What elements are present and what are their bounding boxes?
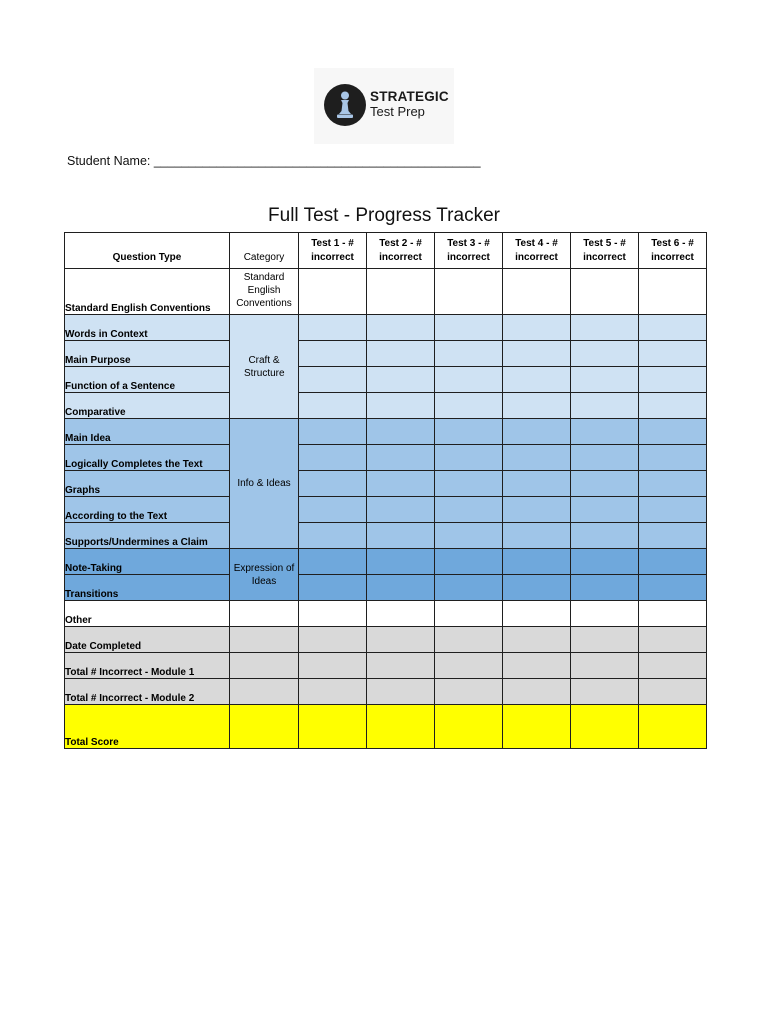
score-cell[interactable]: [299, 315, 367, 341]
total-score-cell[interactable]: [367, 705, 435, 749]
page-title: Full Test - Progress Tracker: [268, 205, 500, 226]
header-question-type: Question Type: [65, 233, 230, 269]
score-cell[interactable]: [435, 679, 503, 705]
category-standard-english: Standard English Conventions: [230, 269, 299, 315]
category-cell[interactable]: [230, 601, 299, 627]
category-cell[interactable]: [230, 679, 299, 705]
table-row: [65, 549, 707, 575]
score-cell[interactable]: [435, 549, 503, 575]
score-cell[interactable]: [435, 269, 503, 315]
row-label: Comparative: [65, 393, 230, 419]
score-cell[interactable]: [639, 601, 707, 627]
category-info-ideas: Info & Ideas: [230, 419, 299, 549]
header-row: [65, 233, 707, 269]
category-craft-structure: Craft & Structure: [230, 315, 299, 419]
score-cell[interactable]: [503, 601, 571, 627]
table-row: [65, 679, 707, 705]
score-cell[interactable]: [367, 497, 435, 523]
score-cell[interactable]: [571, 269, 639, 315]
score-cell[interactable]: [503, 471, 571, 497]
table-row: [65, 575, 707, 601]
score-cell[interactable]: [639, 393, 707, 419]
score-cell[interactable]: [367, 269, 435, 315]
score-cell[interactable]: [503, 575, 571, 601]
table-row: [65, 393, 707, 419]
row-label: Logically Completes the Text: [65, 445, 230, 471]
header-test-5: Test 5 - # incorrect: [571, 233, 639, 269]
score-cell[interactable]: [571, 393, 639, 419]
score-cell[interactable]: [299, 269, 367, 315]
row-label: Main Purpose: [65, 341, 230, 367]
logo: [314, 68, 454, 144]
score-cell[interactable]: [639, 269, 707, 315]
row-label: Function of a Sentence: [65, 367, 230, 393]
score-cell[interactable]: [299, 653, 367, 679]
score-cell[interactable]: [299, 601, 367, 627]
table-row: [65, 653, 707, 679]
score-cell[interactable]: [299, 341, 367, 367]
score-cell[interactable]: [299, 393, 367, 419]
header-test-4: Test 4 - # incorrect: [503, 233, 571, 269]
header-test-2: Test 2 - # incorrect: [367, 233, 435, 269]
header-test-6: Test 6 - # incorrect: [639, 233, 707, 269]
date-cell[interactable]: [639, 627, 707, 653]
student-name-line[interactable]: Student Name: _______________________________________________: [67, 154, 481, 168]
row-label: Transitions: [65, 575, 230, 601]
table-row: [65, 269, 707, 315]
row-label: Standard English Conventions: [65, 269, 230, 315]
score-cell[interactable]: [639, 419, 707, 445]
score-cell[interactable]: [435, 341, 503, 367]
score-cell[interactable]: [639, 341, 707, 367]
score-cell[interactable]: [639, 653, 707, 679]
score-cell[interactable]: [571, 575, 639, 601]
score-cell[interactable]: [367, 471, 435, 497]
score-cell[interactable]: [435, 497, 503, 523]
score-cell[interactable]: [299, 575, 367, 601]
score-cell[interactable]: [571, 653, 639, 679]
row-label: Other: [65, 601, 230, 627]
score-cell[interactable]: [639, 549, 707, 575]
score-cell[interactable]: [367, 341, 435, 367]
score-cell[interactable]: [639, 471, 707, 497]
score-cell[interactable]: [299, 523, 367, 549]
date-cell[interactable]: [435, 627, 503, 653]
score-cell[interactable]: [639, 367, 707, 393]
row-label: Words in Context: [65, 315, 230, 341]
score-cell[interactable]: [639, 497, 707, 523]
score-cell[interactable]: [435, 393, 503, 419]
row-label: Note-Taking: [65, 549, 230, 575]
score-cell[interactable]: [299, 549, 367, 575]
score-cell[interactable]: [367, 393, 435, 419]
score-cell[interactable]: [367, 653, 435, 679]
score-cell[interactable]: [571, 523, 639, 549]
score-cell[interactable]: [571, 601, 639, 627]
score-cell[interactable]: [503, 393, 571, 419]
score-cell[interactable]: [367, 367, 435, 393]
row-label: Total # Incorrect - Module 2: [65, 679, 230, 705]
score-cell[interactable]: [367, 523, 435, 549]
score-cell[interactable]: [571, 419, 639, 445]
table-row: [65, 601, 707, 627]
score-cell[interactable]: [571, 315, 639, 341]
score-cell[interactable]: [435, 471, 503, 497]
total-score-row: [65, 705, 707, 749]
score-cell[interactable]: [435, 575, 503, 601]
score-cell[interactable]: [299, 497, 367, 523]
score-cell[interactable]: [503, 445, 571, 471]
score-cell[interactable]: [367, 315, 435, 341]
score-cell[interactable]: [503, 315, 571, 341]
table-row: [65, 497, 707, 523]
score-cell[interactable]: [367, 601, 435, 627]
score-cell[interactable]: [571, 471, 639, 497]
score-cell[interactable]: [503, 497, 571, 523]
score-cell[interactable]: [435, 367, 503, 393]
row-label: Date Completed: [65, 627, 230, 653]
category-cell[interactable]: [230, 653, 299, 679]
score-cell[interactable]: [299, 419, 367, 445]
score-cell[interactable]: [639, 315, 707, 341]
table-row: [65, 419, 707, 445]
score-cell[interactable]: [503, 269, 571, 315]
score-cell[interactable]: [367, 575, 435, 601]
score-cell[interactable]: [503, 367, 571, 393]
score-cell[interactable]: [571, 679, 639, 705]
score-cell[interactable]: [367, 445, 435, 471]
header-test-3: Test 3 - # incorrect: [435, 233, 503, 269]
score-cell[interactable]: [299, 471, 367, 497]
score-cell[interactable]: [299, 445, 367, 471]
date-cell[interactable]: [299, 627, 367, 653]
table-row: [65, 445, 707, 471]
table-row: [65, 315, 707, 341]
table-row: [65, 523, 707, 549]
score-cell[interactable]: [639, 523, 707, 549]
score-cell[interactable]: [367, 679, 435, 705]
score-cell[interactable]: [367, 419, 435, 445]
score-cell[interactable]: [435, 653, 503, 679]
score-cell[interactable]: [435, 315, 503, 341]
header-test-1: Test 1 - # incorrect: [299, 233, 367, 269]
score-cell[interactable]: [299, 679, 367, 705]
total-score-cell[interactable]: [503, 705, 571, 749]
header-category: Category: [230, 233, 299, 269]
score-cell[interactable]: [503, 419, 571, 445]
category-expression-ideas: Expression of Ideas: [230, 549, 299, 601]
table-row: [65, 341, 707, 367]
score-cell[interactable]: [571, 445, 639, 471]
table-row: [65, 627, 707, 653]
score-cell[interactable]: [435, 523, 503, 549]
score-cell[interactable]: [299, 367, 367, 393]
total-score-cell[interactable]: [299, 705, 367, 749]
score-cell[interactable]: [639, 445, 707, 471]
score-cell[interactable]: [503, 341, 571, 367]
score-cell[interactable]: [639, 679, 707, 705]
date-cell[interactable]: [367, 627, 435, 653]
progress-tracker-table: [64, 232, 707, 749]
category-cell[interactable]: [230, 705, 299, 749]
score-cell[interactable]: [435, 445, 503, 471]
score-cell[interactable]: [435, 419, 503, 445]
table-row: [65, 471, 707, 497]
logo-title: STRATEGIC: [370, 89, 449, 104]
score-cell[interactable]: [571, 497, 639, 523]
score-cell[interactable]: [503, 523, 571, 549]
total-score-cell[interactable]: [435, 705, 503, 749]
score-cell[interactable]: [503, 549, 571, 575]
total-score-cell[interactable]: [639, 705, 707, 749]
row-label: Graphs: [65, 471, 230, 497]
score-cell[interactable]: [503, 653, 571, 679]
score-cell[interactable]: [571, 341, 639, 367]
row-label: According to the Text: [65, 497, 230, 523]
score-cell[interactable]: [435, 601, 503, 627]
category-cell[interactable]: [230, 627, 299, 653]
row-label: Main Idea: [65, 419, 230, 445]
score-cell[interactable]: [367, 549, 435, 575]
row-label: Supports/Undermines a Claim: [65, 523, 230, 549]
total-score-cell[interactable]: [571, 705, 639, 749]
score-cell[interactable]: [571, 549, 639, 575]
date-cell[interactable]: [571, 627, 639, 653]
score-cell[interactable]: [639, 575, 707, 601]
chess-pawn-icon: [324, 84, 366, 126]
score-cell[interactable]: [571, 367, 639, 393]
row-label: Total # Incorrect - Module 1: [65, 653, 230, 679]
logo-subtitle: Test Prep: [370, 104, 425, 119]
score-cell[interactable]: [503, 679, 571, 705]
total-score-label: Total Score: [65, 705, 230, 749]
date-cell[interactable]: [503, 627, 571, 653]
table-row: [65, 367, 707, 393]
